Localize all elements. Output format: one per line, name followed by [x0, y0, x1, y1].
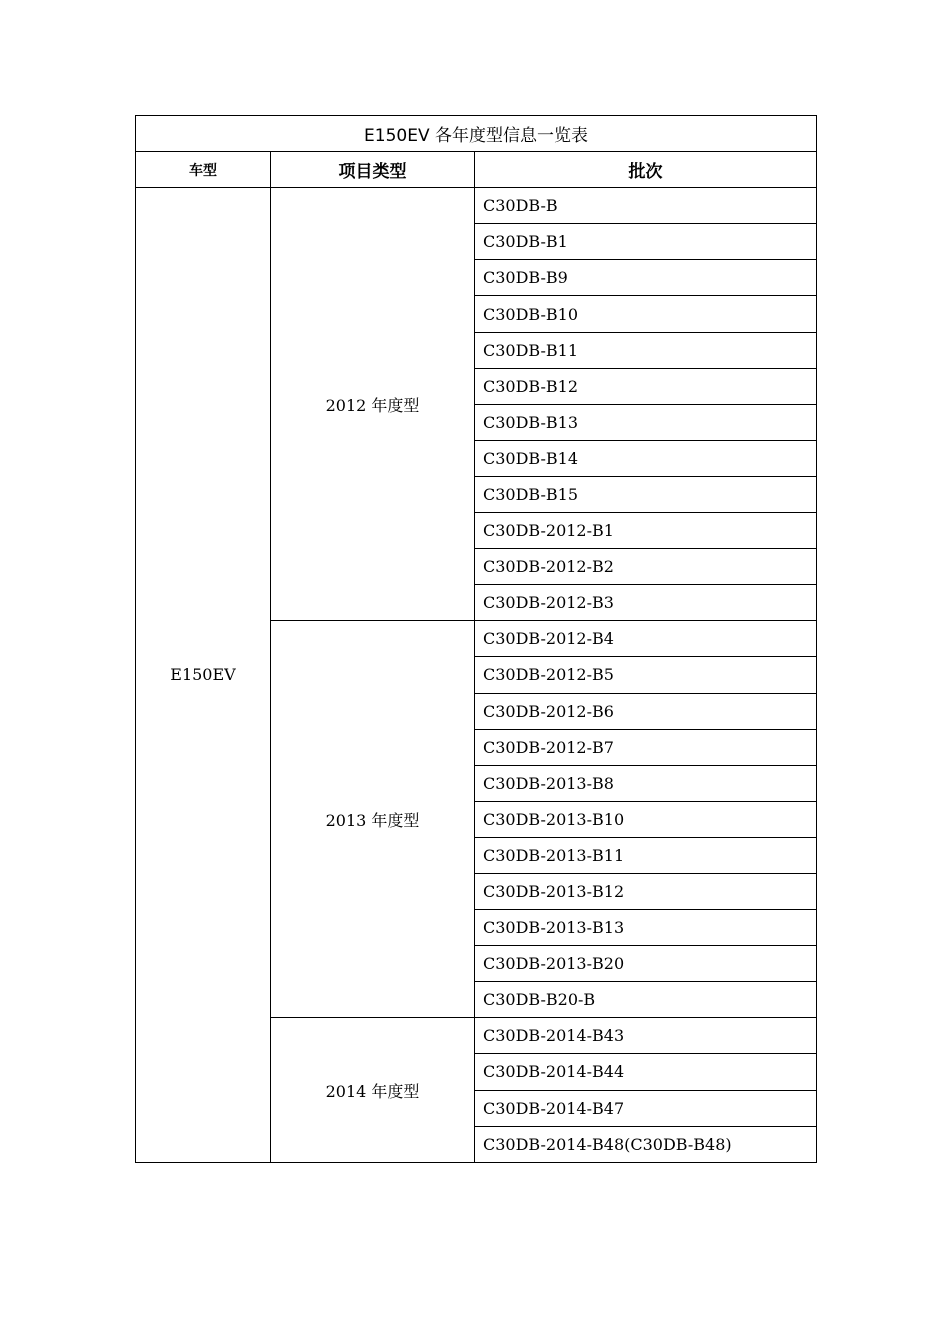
batch-cell: C30DB-2014-B43 [475, 1018, 817, 1054]
batch-cell: C30DB-2012-B5 [475, 657, 817, 693]
batch-cell: C30DB-2014-B47 [475, 1090, 817, 1126]
batch-cell: C30DB-2014-B44 [475, 1054, 817, 1090]
batch-cell: C30DB-2012-B7 [475, 729, 817, 765]
batch-cell: C30DB-2013-B12 [475, 873, 817, 909]
table-row [136, 188, 817, 224]
header-model: 车型 [136, 152, 271, 188]
title-row [136, 116, 817, 152]
batch-cell: C30DB-B10 [475, 296, 817, 332]
batch-cell: C30DB-2012-B4 [475, 621, 817, 657]
batch-cell: C30DB-2013-B8 [475, 765, 817, 801]
batch-cell: C30DB-2012-B1 [475, 513, 817, 549]
model-year-info-table [135, 115, 817, 1163]
header-project-type: 项目类型 [271, 152, 475, 188]
batch-cell: C30DB-2013-B20 [475, 946, 817, 982]
year-type-cell: 2013 年度型 [271, 621, 475, 1018]
batch-cell: C30DB-B12 [475, 368, 817, 404]
batch-cell: C30DB-2012-B2 [475, 549, 817, 585]
year-type-cell: 2014 年度型 [271, 1018, 475, 1162]
batch-cell: C30DB-B13 [475, 404, 817, 440]
batch-cell: C30DB-2012-B3 [475, 585, 817, 621]
batch-cell: C30DB-2012-B6 [475, 693, 817, 729]
batch-cell: C30DB-B9 [475, 260, 817, 296]
year-type-cell: 2012 年度型 [271, 188, 475, 621]
header-row [136, 152, 817, 188]
batch-cell: C30DB-B20-B [475, 982, 817, 1018]
header-batch: 批次 [475, 152, 817, 188]
table-title: E150EV 各年度型信息一览表 [136, 116, 817, 152]
batch-cell: C30DB-B1 [475, 224, 817, 260]
batch-cell: C30DB-B [475, 188, 817, 224]
batch-cell: C30DB-2014-B48(C30DB-B48) [475, 1126, 817, 1162]
table-body [136, 116, 817, 1163]
batch-cell: C30DB-2013-B13 [475, 910, 817, 946]
batch-cell: C30DB-2013-B10 [475, 801, 817, 837]
batch-cell: C30DB-B14 [475, 440, 817, 476]
model-cell: E150EV [136, 188, 271, 1163]
batch-cell: C30DB-2013-B11 [475, 837, 817, 873]
batch-cell: C30DB-B11 [475, 332, 817, 368]
batch-cell: C30DB-B15 [475, 476, 817, 512]
